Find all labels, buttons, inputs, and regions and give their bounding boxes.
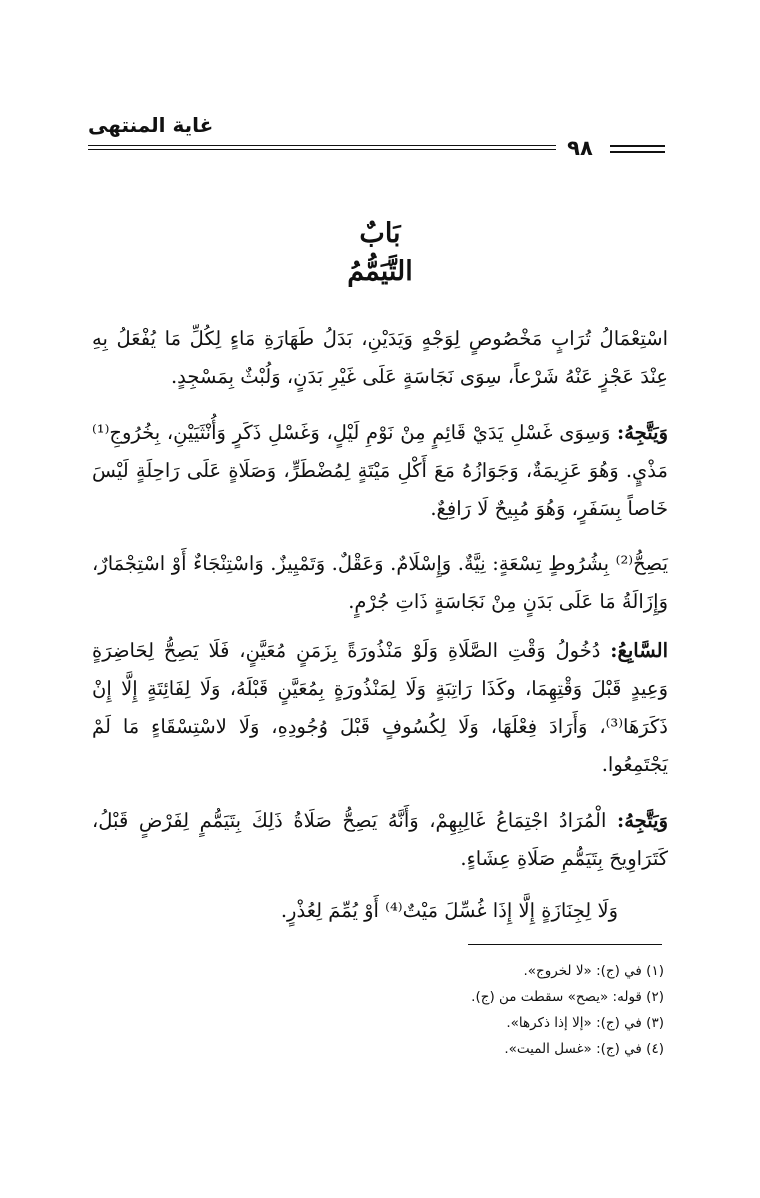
paragraph-yattajih-2 [92,802,668,878]
page-number-ornament-top [610,145,665,147]
footnote-4: (٤) في (ج): «غسل الميت». [504,1041,664,1057]
page-number: ٩٨ [567,136,593,160]
footnote-1: (١) في (ج): «لا لخروج». [523,963,664,979]
paragraph-conditions [92,545,668,621]
paragraph-text: يَصِحُّ⁽²⁾ بِشُرُوطٍ تِسْعَةٍ: نِيَّةٌ. وَإِسْلَامٌ. وَعَقْلٌ. وَتَمْيِيزٌ. وَاسْتِنْجَاءٌ أَوْ اسْتِجْمَارٌ، وَإِزَالَةُ مَا عَلَى بَدَنٍ مِنْ نَجَاسَةٍ ذَاتِ جُرْمٍ. [92,552,668,613]
paragraph-seventh [92,632,668,784]
paragraph-lead: وَيَتَّجِهُ: [617,421,668,444]
footnote-separator [468,944,662,945]
paragraph-text: الْمُرَادُ اجْتِمَاعُ غَالِبِهِمْ، وَأَنَّهُ يَصِحُّ صَلَاةُ ذَلِكَ بِتَيَمُّمٍ لِفَرْضٍ قَبْلُ، كَتَرَاوِيحَ بِتَيَمُّمِ صَلَاةِ عِشَاءٍ. [92,809,668,870]
footnote-3: (٣) في (ج): «إلا إذا ذكرها». [506,1015,664,1031]
paragraph-text: وَسِوَى غَسْلِ يَدَيْ قَائِمٍ مِنْ نَوْمِ لَيْلٍ، وَغَسْلِ ذَكَرٍ وَأُنْثَيَيْنِ، بِخُرُوجِ⁽¹⁾ مَذْيٍ. وَهُوَ عَزِيمَةٌ، وَجَوَازُهُ مَعَ أَكْلِ مَيْتَةٍ لِمُضْطَرٍّ، وَصَلَاةٍ عَلَى رَاحِلَةٍ لَيْسَ خَاصاً بِسَفَرٍ، وَهُوَ مُبِيحٌ لَا رَافِعٌ. [92,421,668,520]
paragraph-text: اسْتِعْمَالُ تُرَابٍ مَخْصُوصٍ لِوَجْهٍ وَيَدَيْنِ، بَدَلُ طَهَارَةِ مَاءٍ لِكُلِّ مَا يُفْعَلُ بِهِ عِنْدَ عَجْزٍ عَنْهُ شَرْعاً، سِوَى نَجَاسَةٍ عَلَى غَيْرِ بَدَنٍ، وَلُبْثٌ بِمَسْجِدٍ. [92,327,668,388]
paragraph-funeral [92,892,668,930]
footnote-2: (٢) قوله: «يصح» سقطت من (ج). [471,989,664,1005]
page-number-ornament-bottom [610,151,665,153]
paragraph-lead: وَيَتَّجِهُ: [617,809,668,832]
paragraph-text: دُخُولُ وَقْتِ الصَّلَاةِ وَلَوْ مَنْذُورَةً بِزَمَنٍ مُعَيَّنٍ، فَلَا يَصِحُّ لِحَاضِرَةٍ وَعِيدٍ قَبْلَ وَقْتِهِمَا، وكَذَا رَاتِبَةٍ وَلَا لِمَنْذُورَةٍ بِمُعَيَّنٍ قَبْلَهُ، وَلَا لِفَائِتَةٍ إِلَّا إِنْ ذَكَرَهَا⁽³⁾، وَأَرَادَ فِعْلَهَا، وَلَا لِكُسُوفٍ قَبْلَ وُجُودِهِ، وَلَا لاسْتِسْقَاءٍ مَا لَمْ يَجْتَمِعُوا. [92,639,668,776]
paragraph-text: وَلَا لِجِنَازَةٍ إِلَّا إِذَا غُسِّلَ مَيْتٌ⁽⁴⁾ أَوْ يُمِّمَ لِعُذْرٍ. [280,899,618,922]
chapter-title: التَّيَمُّمُ [347,256,413,287]
chapter-label: بَابٌ [359,218,401,249]
running-header-title: غاية المنتهى [88,113,214,137]
paragraph-yattajih-1 [92,414,668,528]
paragraph-lead: السَّابِعُ: [610,639,668,662]
paragraph-definition [92,320,668,396]
